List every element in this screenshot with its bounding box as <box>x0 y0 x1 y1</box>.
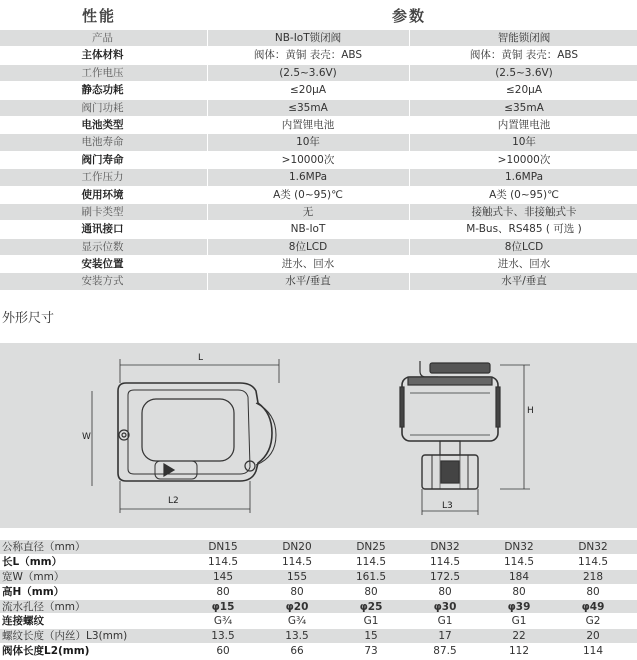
spec-value-smart: 智能锁闭阀 <box>409 30 637 47</box>
dims-cell: φ20 <box>285 600 309 613</box>
spec-row <box>0 47 637 64</box>
dims-cell: 80 <box>290 585 304 598</box>
dims-cell: 80 <box>364 585 378 598</box>
section-title-dimensions: 外形尺寸 <box>2 311 55 326</box>
dims-column-header: DN32 <box>578 541 608 553</box>
dims-cell: 80 <box>512 585 526 598</box>
spec-value-smart: 阀体：黄铜 表壳：ABS <box>409 47 637 64</box>
dimensions-table <box>0 540 637 659</box>
spec-row <box>0 221 637 238</box>
dims-cell: 87.5 <box>433 645 457 658</box>
dims-cell: φ15 <box>211 600 235 613</box>
spec-row-label: 通讯接口 <box>81 223 124 236</box>
dims-cell: 145 <box>212 570 234 583</box>
spec-row-label: 产品 <box>92 32 113 44</box>
dims-cell: φ49 <box>581 600 605 613</box>
dims-row <box>0 555 637 570</box>
spec-row <box>0 152 637 169</box>
spec-value-smart: 10年 <box>409 134 637 151</box>
dims-cell: 114.5 <box>577 555 609 568</box>
dims-cell: 15 <box>364 630 378 643</box>
dims-row-label: 阀体长度L2(mm) <box>2 645 90 658</box>
front-view-drawing <box>92 359 279 513</box>
spec-row-label: 安装方式 <box>81 275 124 288</box>
front-lcd-window <box>142 399 234 461</box>
dims-cell: 161.5 <box>355 570 387 583</box>
label-L3: L3 <box>442 501 453 511</box>
dims-cell: 80 <box>216 585 230 598</box>
spec-value-nbiot: 进水、回水 <box>207 256 408 273</box>
spec-row <box>0 30 637 47</box>
dims-cell: 80 <box>438 585 452 598</box>
spec-row-label: 工作压力 <box>81 171 124 184</box>
dims-row <box>0 629 637 644</box>
spec-value-nbiot: NB-IoT锁闭阀 <box>207 30 408 47</box>
header-performance: 性能 <box>82 7 117 25</box>
dims-cell: 73 <box>364 645 378 658</box>
spec-value-smart: 接触式卡、非接触式卡 <box>409 204 637 221</box>
spec-value-nbiot: 阀体：黄铜 表壳：ABS <box>207 47 408 64</box>
spec-value-nbiot: 10年 <box>207 134 408 151</box>
dims-row <box>0 614 637 629</box>
dims-row-label: 长L（mm） <box>2 555 63 568</box>
dims-cell: G1 <box>511 615 527 628</box>
dims-cell: 17 <box>438 630 452 643</box>
spec-value-nbiot: 8位LCD <box>207 239 408 256</box>
label-W: W <box>82 432 91 442</box>
spec-value-smart: (2.5~3.6V) <box>409 65 637 82</box>
dims-cell: 66 <box>290 645 304 658</box>
spec-row <box>0 82 637 99</box>
spec-row <box>0 256 637 273</box>
dims-cell: 13.5 <box>211 630 235 643</box>
spec-value-nbiot: 无 <box>207 204 408 221</box>
dims-row-label: 螺纹长度（内丝）L3(mm) <box>2 630 128 643</box>
spec-row-label: 静态功耗 <box>81 84 124 97</box>
dims-cell: 13.5 <box>285 630 309 643</box>
spec-value-smart: 8位LCD <box>409 239 637 256</box>
dims-cell: G2 <box>585 615 601 628</box>
spec-row <box>0 65 637 82</box>
dims-cell: G1 <box>363 615 379 628</box>
dims-column-header: DN20 <box>282 541 312 553</box>
spec-row-label: 主体材料 <box>81 49 124 62</box>
dims-cell: φ30 <box>433 600 457 613</box>
spec-value-nbiot: 水平/垂直 <box>207 273 408 290</box>
spec-table <box>0 0 637 288</box>
spec-row <box>0 187 637 204</box>
dims-cell: 114.5 <box>281 555 313 568</box>
label-H: H <box>527 406 534 416</box>
spec-row <box>0 239 637 256</box>
spec-row-label: 使用环境 <box>81 188 124 201</box>
spec-value-smart: ≤20μA <box>409 82 637 99</box>
dims-cell: 114.5 <box>429 555 461 568</box>
spec-row-label: 显示位数 <box>81 240 124 253</box>
spec-rows <box>0 30 637 291</box>
spec-row-label: 阀门功耗 <box>81 101 124 114</box>
spec-row-label: 安装位置 <box>81 258 124 271</box>
spec-row-label: 电池类型 <box>81 118 124 131</box>
dims-cell: 184 <box>508 570 530 583</box>
spec-value-smart: 水平/垂直 <box>409 273 637 290</box>
spec-value-nbiot: (2.5~3.6V) <box>207 65 408 82</box>
dims-column-header: DN25 <box>356 541 386 553</box>
dims-cell: 114.5 <box>503 555 535 568</box>
spec-row-label: 电池寿命 <box>81 136 124 149</box>
dims-row <box>0 570 637 585</box>
dims-cell: 114.5 <box>355 555 387 568</box>
spec-value-smart: ≤35mA <box>409 100 637 117</box>
spec-row <box>0 100 637 117</box>
side-body-outline <box>402 377 498 441</box>
spec-value-nbiot: ≤35mA <box>207 100 408 117</box>
spec-value-nbiot: >10000次 <box>207 152 408 169</box>
spec-value-nbiot: 内置锂电池 <box>207 117 408 134</box>
dims-cell: G1 <box>437 615 453 628</box>
dims-row <box>0 585 637 600</box>
dims-column-header: DN32 <box>430 541 460 553</box>
spec-row <box>0 117 637 134</box>
side-view-drawing <box>400 361 530 515</box>
dims-cell: 112 <box>508 645 530 658</box>
dimension-drawing-panel <box>0 343 637 528</box>
dims-row-label: 宽W（mm） <box>2 570 65 583</box>
dims-row-label: 高H（mm） <box>2 585 65 598</box>
dims-header-row <box>0 540 637 555</box>
spec-row-label: 工作电压 <box>81 66 124 79</box>
dims-row-label: 连接螺纹 <box>2 615 44 628</box>
dims-cell: G¾ <box>213 615 233 628</box>
spec-row-label: 刷卡类型 <box>81 205 124 218</box>
header-parameters: 参数 <box>392 7 427 25</box>
spec-value-smart: M-Bus、RS485 ( 可选 ) <box>409 221 637 238</box>
dims-cell: 22 <box>512 630 526 643</box>
dims-row <box>0 644 637 659</box>
spec-row <box>0 204 637 221</box>
spec-table-header <box>0 0 637 30</box>
spec-row-label: 阀门寿命 <box>81 153 124 166</box>
spec-row <box>0 273 637 290</box>
dims-row <box>0 600 637 615</box>
spec-value-nbiot: A类 (0~95)℃ <box>207 187 408 204</box>
label-L2: L2 <box>168 496 179 506</box>
spec-value-smart: 进水、回水 <box>409 256 637 273</box>
dims-cell: φ25 <box>359 600 383 613</box>
spec-row <box>0 169 637 186</box>
label-L: L <box>198 353 204 363</box>
dimension-drawing <box>0 343 637 528</box>
spec-value-smart: 1.6MPa <box>409 169 637 186</box>
dims-cell: G¾ <box>287 615 307 628</box>
dims-cell: φ39 <box>507 600 531 613</box>
dims-cell: 114 <box>582 645 604 658</box>
dims-cell: 60 <box>216 645 230 658</box>
spec-value-nbiot: 1.6MPa <box>207 169 408 186</box>
dims-row-label: 流水孔径（mm） <box>2 600 86 613</box>
dims-rows <box>0 555 637 659</box>
dims-header-label: 公称直径（mm） <box>2 541 86 553</box>
dims-cell: 218 <box>582 570 604 583</box>
dims-column-header: DN15 <box>208 541 238 553</box>
dims-column-header: DN32 <box>504 541 534 553</box>
spec-value-nbiot: NB-IoT <box>207 221 408 238</box>
spec-value-smart: >10000次 <box>409 152 637 169</box>
spec-value-smart: 内置锂电池 <box>409 117 637 134</box>
dims-cell: 114.5 <box>207 555 239 568</box>
spec-row <box>0 134 637 151</box>
spec-value-smart: A类 (0~95)℃ <box>409 187 637 204</box>
dims-cell: 20 <box>586 630 600 643</box>
dims-cell: 80 <box>586 585 600 598</box>
dims-cell: 155 <box>286 570 308 583</box>
dims-cell: 172.5 <box>429 570 461 583</box>
spec-value-nbiot: ≤20μA <box>207 82 408 99</box>
